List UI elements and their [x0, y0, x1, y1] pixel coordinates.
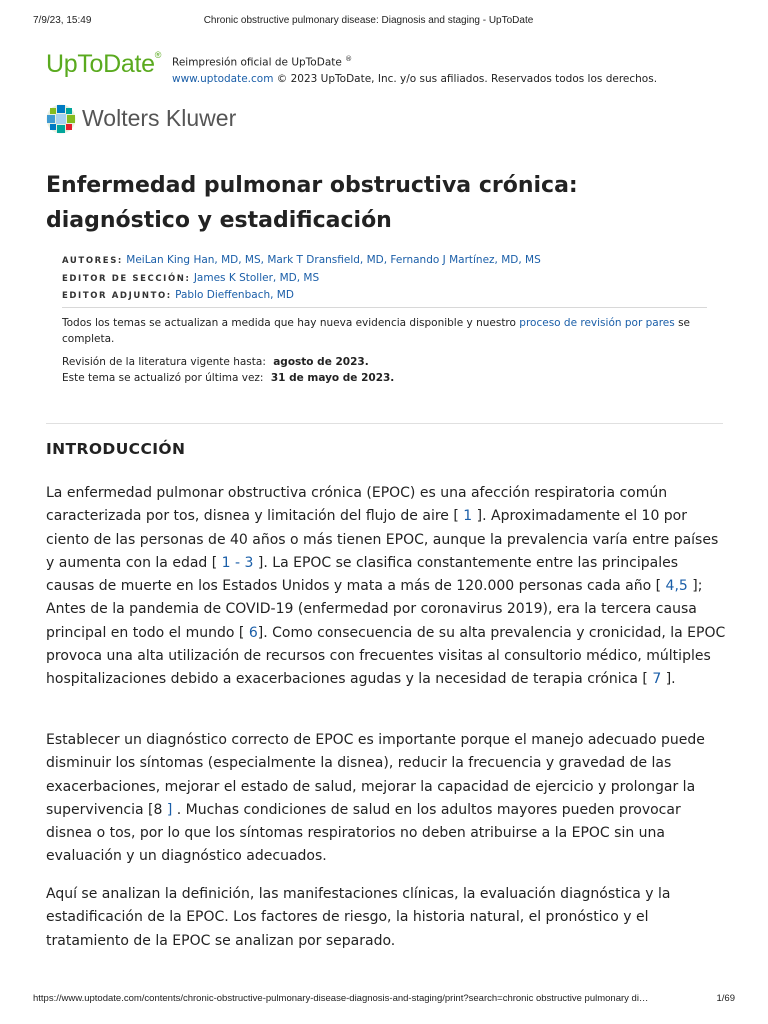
divider — [62, 307, 707, 308]
section-editor-label: EDITOR DE SECCIÓN: — [62, 273, 191, 284]
article-title: Enfermedad pulmonar obstructiva crónica: diagnóstico y estadificación — [46, 173, 578, 233]
page-number: 1/69 — [716, 993, 735, 1004]
authors-row — [62, 252, 708, 270]
paragraph-text: . Muchas condiciones de salud en los adultos mayores pueden provocar disnea o tos, por lo que los síntomas respiratorios no deben atribuirse a la EPOC sin una evaluación y un diagnóstico adecuados. — [46, 801, 681, 865]
section-divider — [46, 423, 723, 424]
deputy-editor-link[interactable]: Pablo Dieffenbach, MD — [175, 289, 294, 301]
update-note — [62, 315, 708, 347]
reference-link[interactable]: ] — [166, 801, 173, 818]
intro-paragraph-2 — [46, 729, 726, 869]
reference-link[interactable]: 6 — [248, 624, 258, 641]
reference-link[interactable]: 1 - 3 — [221, 554, 254, 571]
uptodate-logo-text: UpToDate — [46, 50, 155, 78]
updated-date: 31 de mayo de 2023. — [270, 372, 395, 384]
reprint-text: Reimpresión oficial de UpToDate — [172, 56, 342, 69]
intro-paragraph-3: Aquí se analizan la definición, las manifestaciones clínicas, la evaluación diagnóstica y la estadificación de la EPOC. Los factores de riesgo, la historia natural, el pronóstico y el tratamiento de la EPOC se analizan por separado. — [46, 886, 671, 949]
paragraph-text: Establecer un diagnóstico correcto de EPOC es importante porque el manejo adecuado puede disminuir los síntomas (especialmente la disnea), reducir la frecuencia y gravedad de las exacerbaciones, mejorar el estado de salud, mejorar la capacidad de ejercicio y prolongar la supervivencia [8 — [46, 732, 705, 818]
copyright-text: © 2023 UpToDate, Inc. y/o sus afiliados. Reservados todos los derechos. — [273, 72, 658, 85]
review-label: Revisión de la literatura vigente hasta: — [62, 356, 266, 368]
update-note-text: Todos los temas se actualizan a medida que hay nueva evidencia disponible y nuestro — [62, 317, 520, 329]
deputy-editor-row — [62, 287, 708, 305]
uptodate-site-link[interactable]: www.uptodate.com — [172, 72, 274, 85]
reprint-registered-mark: ® — [345, 55, 353, 63]
paragraph-text: ]. Aproximadamente el 10 por ciento de las personas de 40 años o más tienen EPOC, aunque la prevalencia varía entre países y aumenta con la edad [ — [46, 508, 719, 571]
paragraph-text: ]; Antes de la pandemia de COVID-19 (enfermedad por coronavirus 2019), era la tercera causa principal en todo el mundo [ — [46, 578, 703, 641]
uptodate-logo[interactable] — [46, 50, 161, 79]
brand-row — [46, 50, 728, 86]
article-credits — [62, 252, 708, 305]
intro-paragraph-1 — [46, 482, 726, 692]
section-heading: INTRODUCCIÓN — [46, 440, 186, 458]
paragraph-text: La enfermedad pulmonar obstructiva crónica (EPOC) es una afección respiratoria común caracterizada por tos, disnea y limitación del flujo de aire [ — [46, 485, 668, 525]
authors-links[interactable]: MeiLan King Han, MD, MS, Mark T Dransfield, MD, Fernando J Martínez, MD, MS — [126, 254, 541, 266]
paragraph-text: ]. La EPOC se clasifica constantemente entre las principales causas de muerte en los Estados Unidos y mata a más de 120.000 personas cada año [ — [46, 554, 678, 595]
wolters-kluwer-wordmark: Wolters Kluwer — [82, 105, 237, 131]
paragraph-text: ]. — [661, 671, 676, 688]
reprint-notice — [172, 51, 657, 87]
review-dates — [62, 354, 708, 386]
review-date: agosto de 2023. — [273, 356, 369, 368]
update-note-tail: se completa. — [62, 317, 691, 345]
peer-review-link[interactable]: proceso de revisión por pares — [519, 317, 675, 329]
authors-label: AUTORES: — [62, 256, 123, 266]
reference-link[interactable]: 4,5 — [665, 578, 688, 595]
print-datetime: 7/9/23, 15:49 — [33, 15, 92, 26]
registered-mark: ® — [154, 50, 162, 60]
wolters-kluwer-globe-icon — [46, 104, 76, 134]
section-editor-row — [62, 270, 708, 288]
print-page-title: Chronic obstructive pulmonary disease: Diagnosis and staging - UpToDate — [203, 15, 534, 26]
paragraph-text: ]. Como consecuencia de su alta prevalencia y cronicidad, la EPOC provoca una alta utilización de recursos con frecuentes visitas al consultorio médico, múltiples hospitalizaciones debido a exacerbaciones agudas y la necesidad de terapia crónica [ — [46, 624, 726, 688]
reference-link[interactable]: 7 — [652, 671, 662, 688]
print-url: https://www.uptodate.com/contents/chronic-obstructive-pulmonary-disease-diagnosis-and-staging/print?search=chronic obstructive pulmonary di… — [33, 993, 649, 1004]
deputy-editor-label: EDITOR ADJUNTO: — [62, 291, 172, 301]
section-editor-link[interactable]: James K Stoller, MD, MS — [193, 271, 320, 284]
updated-label: Este tema se actualizó por última vez: — [62, 372, 264, 384]
reference-link[interactable]: 1 — [463, 508, 473, 525]
